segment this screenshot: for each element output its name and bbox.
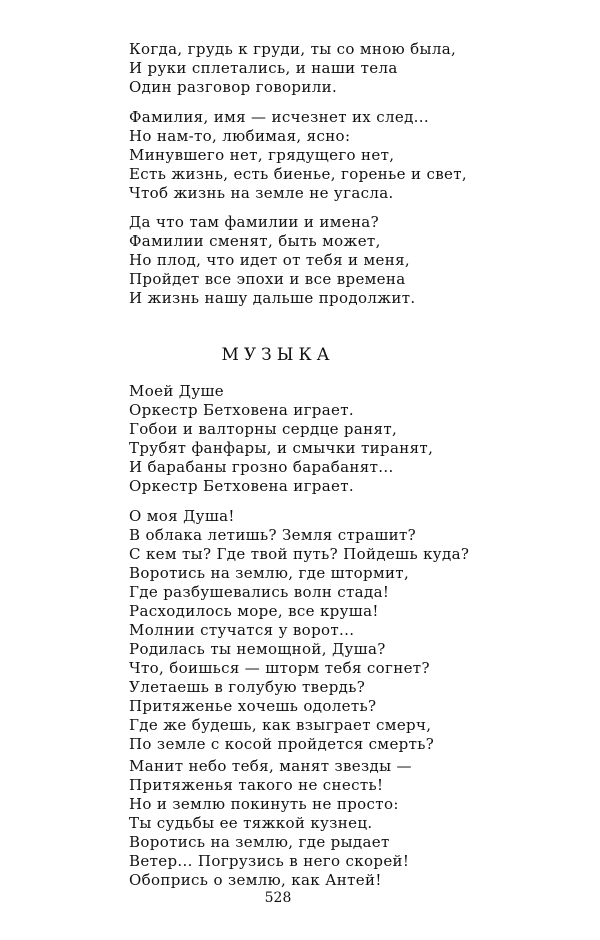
verse-line: Ветер... Погрузись в него скорей! — [129, 852, 410, 870]
verse-line: Трубят фанфары, и смычки тиранят, — [129, 439, 434, 457]
verse-line: Но плод, что идет от тебя и меня, — [129, 251, 411, 269]
verse-line: Но и землю покинуть не просто: — [129, 795, 399, 813]
verse-line: Расходилось море, все круша! — [129, 602, 379, 620]
verse-line: Улетаешь в голубую твердь? — [129, 678, 366, 696]
verse-line: Воротись на землю, где штормит, — [129, 564, 410, 582]
verse-line: Да что там фамилии и имена? — [129, 213, 379, 231]
verse-line: Фамилия, имя — исчезнет их след... — [129, 108, 430, 126]
verse-line: Один разговор говорили. — [129, 78, 338, 96]
verse-line: Когда, грудь к груди, ты со мною была, — [129, 40, 457, 58]
verse-line: Гобои и валторны сердце ранят, — [129, 420, 398, 438]
verse-line: Где же будешь, как взыграет смерч, — [129, 716, 432, 734]
verse-line: О моя Душа! — [129, 507, 235, 525]
verse-line: Воротись на землю, где рыдает — [129, 833, 390, 851]
verse-line: Молнии стучатся у ворот... — [129, 621, 355, 639]
verse-line: Ты судьбы ее тяжкой кузнец. — [129, 814, 373, 832]
verse-line: Есть жизнь, есть биенье, горенье и свет, — [129, 165, 467, 183]
verse-line: Манит небо тебя, манят звезды — — [129, 757, 412, 775]
verse-line: Оркестр Бетховена играет. — [129, 401, 355, 419]
verse-line: Где разбушевались волн стада! — [129, 583, 390, 601]
verse-line: Но нам-то, любимая, ясно: — [129, 127, 351, 145]
verse-line: И барабаны грозно барабанят... — [129, 458, 394, 476]
poem-title: МУЗЫКА — [221, 345, 335, 365]
verse-line: И жизнь нашу дальше продолжит. — [129, 289, 416, 307]
verse-line: Фамилии сменят, быть может, — [129, 232, 381, 250]
verse-line: По земле с косой пройдется смерть? — [129, 735, 435, 753]
verse-line: Моей Душе — [129, 382, 225, 400]
verse-line: И руки сплетались, и наши тела — [129, 59, 398, 77]
verse-line: Родилась ты немощной, Душа? — [129, 640, 386, 658]
verse-line: Обопрись о землю, как Антей! — [129, 871, 382, 889]
verse-line: С кем ты? Где твой путь? Пойдешь куда? — [129, 545, 470, 563]
verse-line: Оркестр Бетховена играет. — [129, 477, 355, 495]
verse-line: Что, боишься — шторм тебя согнет? — [129, 659, 430, 677]
verse-line: В облака летишь? Земля страшит? — [129, 526, 417, 544]
page-number: 528 — [264, 890, 292, 906]
verse-line: Притяженья такого не снесть! — [129, 776, 384, 794]
verse-line: Притяженье хочешь одолеть? — [129, 697, 377, 715]
verse-line: Чтоб жизнь на земле не угасла. — [129, 184, 394, 202]
verse-line: Минувшего нет, грядущего нет, — [129, 146, 395, 164]
verse-line: Пройдет все эпохи и все времена — [129, 270, 406, 288]
